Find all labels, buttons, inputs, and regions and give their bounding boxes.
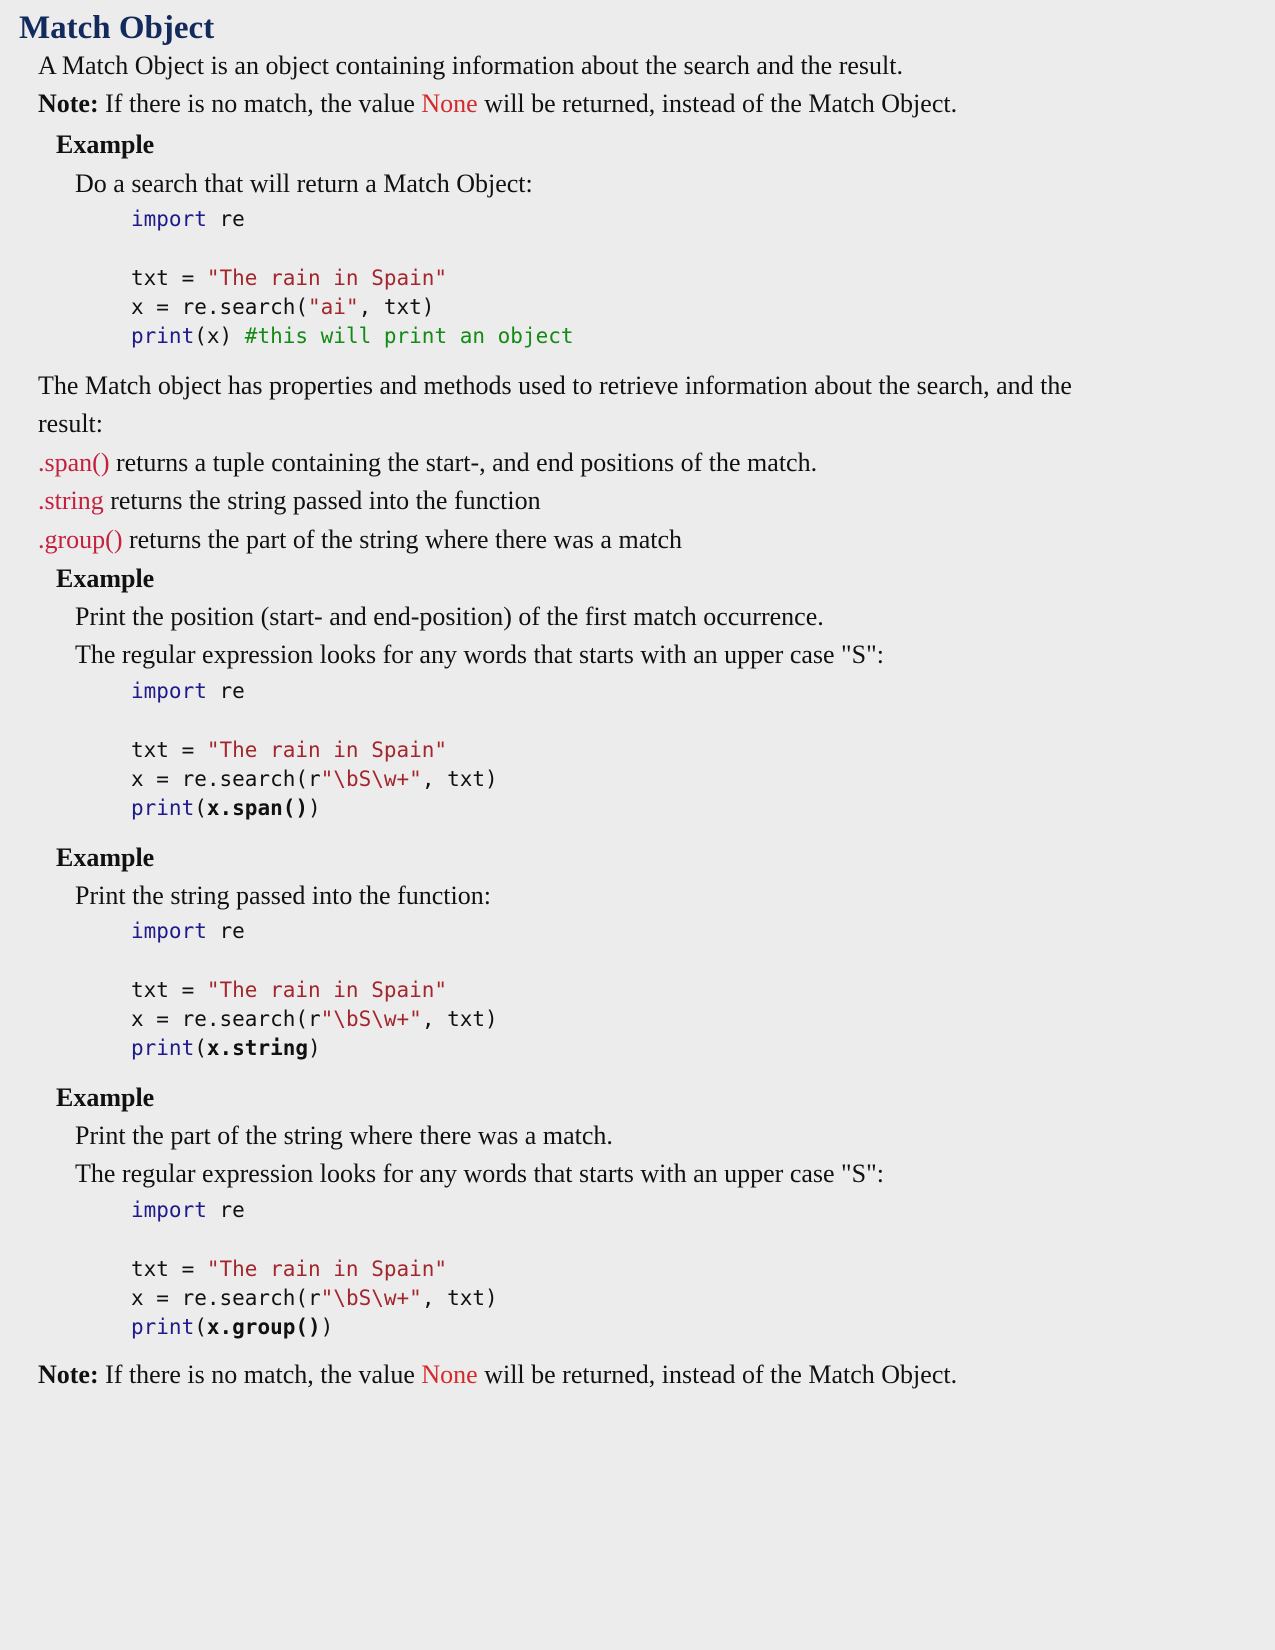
- example-description: Do a search that will return a Match Object:: [75, 169, 533, 198]
- properties-intro-cont: result:: [38, 409, 103, 438]
- method-name: .span(): [38, 448, 110, 477]
- code-block: import re txt = "The rain in Spain" x = re.search(r"\bS\w+", txt) print(x.span()): [131, 679, 498, 820]
- example-description: Print the part of the string where there was a match.: [75, 1121, 613, 1150]
- example-description: Print the position (start- and end-position) of the first match occurrence.: [75, 602, 824, 631]
- note-label: Note:: [38, 89, 99, 118]
- example-description: The regular expression looks for any words that starts with an upper case "S":: [75, 640, 884, 669]
- intro-note: Note: If there is no match, the value None will be returned, instead of the Match Object.: [38, 89, 958, 118]
- method-name: .group(): [38, 525, 123, 554]
- code-block: import re txt = "The rain in Spain" x = re.search("ai", txt) print(x) #this will print an object: [131, 207, 574, 348]
- property-span: .span() returns a tuple containing the start-, and end positions of the match.: [38, 448, 818, 477]
- properties-intro: The Match object has properties and methods used to retrieve information about the search, and the: [38, 371, 1072, 400]
- note-label: Note:: [38, 1360, 99, 1389]
- example-heading: Example: [56, 1083, 155, 1112]
- none-value: None: [421, 89, 478, 118]
- code-comment: #this will print an object: [244, 324, 574, 348]
- code-block: import re txt = "The rain in Spain" x = re.search(r"\bS\w+", txt) print(x.string): [131, 919, 498, 1060]
- none-value: None: [421, 1360, 478, 1389]
- property-group: .group() returns the part of the string where there was a match: [38, 525, 682, 554]
- example-heading: Example: [56, 843, 155, 872]
- page-title: Match Object: [19, 10, 215, 46]
- intro-text: A Match Object is an object containing information about the search and the result.: [38, 51, 903, 80]
- example-heading: Example: [56, 130, 155, 159]
- footer-note: Note: If there is no match, the value None will be returned, instead of the Match Object.: [38, 1360, 958, 1389]
- code-block: import re txt = "The rain in Spain" x = re.search(r"\bS\w+", txt) print(x.group()): [131, 1198, 498, 1339]
- example-description: Print the string passed into the function:: [75, 881, 491, 910]
- property-string: .string returns the string passed into the function: [38, 486, 541, 515]
- example-description: The regular expression looks for any words that starts with an upper case "S":: [75, 1159, 884, 1188]
- example-heading: Example: [56, 564, 155, 593]
- method-name: .string: [38, 486, 104, 515]
